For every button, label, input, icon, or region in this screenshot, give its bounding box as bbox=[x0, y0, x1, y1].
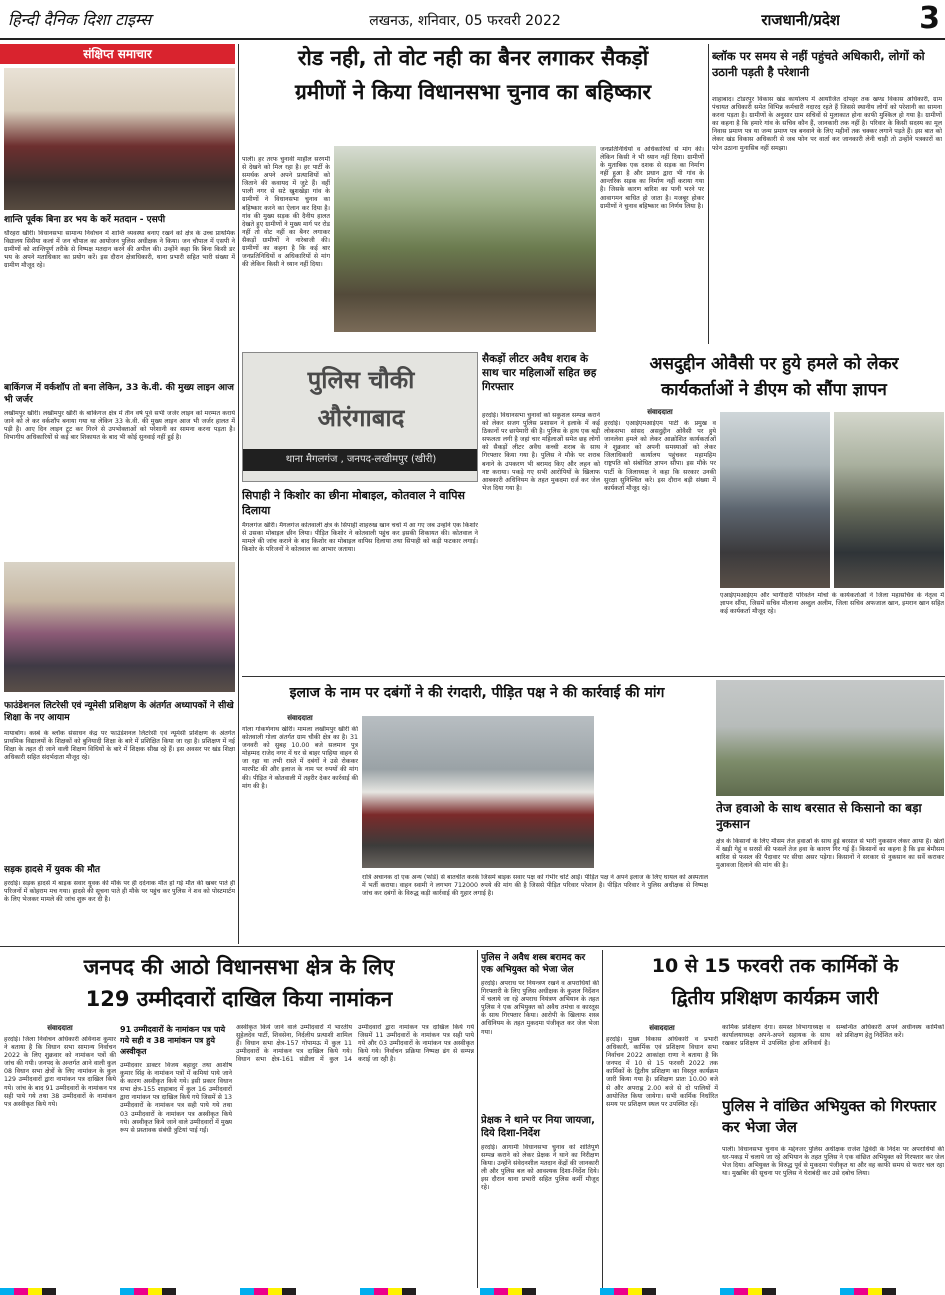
liquor-story-headline: सैकड़ों लीटर अवैध शराब के साथ चार महिलाओं सहित छह गिरफ्तार bbox=[482, 353, 597, 393]
arms-story-body: हरदोई। अपराध पर नियन्त्रण रखने व अपराधियों की गिरफ्तारी के लिए पुलिस अधीक्षक के कुशल निर्देशन में चलाये जा रहे अपराध नियंत्रण अभियान के तहत पुलिस ने एक अभियुक्त को अवैध तमंचा व कारतूस के साथ गिरफ्तार किया। आरोपी के खिलाफ शस्त्र अधिनियम के तहत मुकदमा पंजीकृत कर जेल भेजा गया। bbox=[481, 980, 599, 1036]
arms-headline: पुलिस ने अवैध शस्त्र बरामद कर एक अभियुक्त को भेजा जेल bbox=[481, 953, 586, 975]
phone-story-headline: सिपाही ने किशोर का छीना मोबाइल, कोतवाल ने वापिस दिलाया bbox=[242, 489, 465, 517]
training-dateline: संवाददाता bbox=[649, 1024, 675, 1032]
brief-story3-body: मायाबोंग। कस्बे के ब्लॉक संसाधन केंद्र पर फाउंडेशनल लिटरेसी एवं न्यूमेसी प्रशिक्षण के अंतर्गत प्राथमिक विद्यालयों के शिक्षकों को बुनियादी शिक्षा के बारे में प्रशिक्षित किया जा रहा है। प्रशिक्षण में नई शिक्षा के तहत दी जाने वाली शिक्षण विधियों के बारे में शिक्षक सीख रहे हैं। इस अवसर पर खंड शिक्षा अधिकारी सहित संदर्भदाता मौजूद रहे। bbox=[4, 730, 235, 762]
column-rule bbox=[602, 950, 603, 1290]
police-post-sign-photo bbox=[242, 352, 478, 482]
section-rule bbox=[0, 946, 945, 947]
weather-story-body: क्षेत्र के किसानों के लिए मौसम तेज हवाओं के साथ हुई बरसात से भारी नुकसान लेकर आया है। खेतों में खड़ी गेहूं व सरसों की फसलें तेज हवा के कारण गिर गई हैं। किसानों का कहना है कि इस बेमौसम बारिश से फसल की पैदावार पर सीधा असर पड़ेगा। किसानों ने सरकार से नुकसान का सर्वे कराकर मुआवजा दिलाने की मांग की है। bbox=[716, 838, 944, 870]
liquor-story-body: हरदोई। विधानसभा चुनावों को सकुशल सम्पन्न कराने को लेकर सजग पुलिस प्रशासन ने इलाके में कई ठिकानों पर छापेमारी की है। पुलिस के हाथ एक बड़ी सफलता लगी है जहां चार महिलाओं समेत छह लोगों को सैकड़ों लीटर अवैध कच्ची शराब के साथ गिरफ्तार किया गया है। पुलिस ने मौके पर शराब बनाने के उपकरण भी बरामद किए और लहन को नष्ट कराया। पकड़े गए सभी आरोपियों के खिलाफ आबकारी अधिनियम के तहत मुकदमा दर्ज कर जेल भेज दिया गया है। bbox=[482, 412, 600, 492]
accused-headline: पुलिस ने वांछित अभियुक्त को गिरफ्तार कर भेजा जेल bbox=[722, 1097, 937, 1136]
owaisi-story-body: हरदोई। एआईएमआईएम पार्टी के प्रमुख व लोकसभा सांसद असदुद्दीन ओवैसी पर हुये जानलेवा हमले को लेकर आक्रोशित कार्यकर्ताओं ने शुक्रवार को अपनी समस्याओं को लेकर जिलाधिकारी कार्यालय पहुंचकर महामहिम राष्ट्रपति को संबोधित ज्ञापन सौंपा। इस मौके पर पार्टी के जिलाध्यक्ष ने कहा कि सरकार उनकी सुरक्षा सुनिश्चित करे। इस दौरान बड़ी संख्या में कार्यकर्ता मौजूद रहे। bbox=[604, 420, 716, 492]
brief-news-label-text: संक्षिप्त समाचार bbox=[83, 47, 152, 61]
brief-story1-headline: शान्ति पूर्वक बिना डर भय के करें मतदान - एसपी bbox=[4, 215, 166, 225]
side-story-body: शाहाबाद। टोडरपुर विकास खंड कार्यालय में आयोजित दोपहर तक खण्ड विकास अधिकारी, ग्राम पंचायत अधिकारी समेत विभिन्न कर्मचारी नदारद रहते हैं जिससे स्थानीय लोगों को परेशानी का सामना करना पड़ता है। ग्रामीणों के अनुसार ग्राम सचिवों से मुलाकात होना काफी मुश्किल हो गया है। ग्रामीणों का कहना है कि हमारे गांव के सचिव कौन हैं, जानकारी तक नहीं है। परिवार के किसी सदस्य का मूल निवास प्रमाण पत्र या जन्म प्रमाण पत्र बनवाने के लिए महीनों तक चक्कर लगाने पड़ते हैं। इस बात को लेकर खंड विकास अधिकारी से जब फोन पर वार्ता कर जानकारी लेनी चाही तो उन्होंने पत्रकारों का फोन उठाना मुनासिब नहीं समझा। bbox=[712, 96, 942, 152]
section-title: राजधानी/प्रदेश bbox=[761, 11, 840, 29]
police-sign-line1: पुलिस चौकी bbox=[307, 366, 415, 394]
brief-story2-body: लखीमपुर खीरी। लखीमपुर खीरी के बाकिंगज क्षेत्र में तीन वर्ष पूर्व सभी जर्जर लाइन को मरम्मत कराये जाने को ले कर वर्कशॉप बनाया गया था लेकिन 33 के.वी. की मुख्य लाइन आज भी जर्जर हालत में पड़ी है। आए दिन लाइन टूट कर गिरने से उपभोक्ताओं को परेशानी का सामना करना पड़ता है। विभागीय अधिकारियों से कई बार शिकायत के बाद भी कोई सुनवाई नहीं हुई है। bbox=[4, 410, 235, 442]
protest-photo bbox=[334, 146, 596, 332]
candidates-story-body: हरदोई। जिला निर्वाचन अधिकारी अविनाश कुमार ने बताया है कि विधान सभा सामान्य निर्वाचन 2022 के लिए शुक्रवार को नामांकन पत्रों की जांच की गयी। जनपद के अन्तर्गत आने वाली कुल 08 विधान सभा क्षेत्रों के लिए नामांकन के कुल 129 उम्मीदवारों द्वारा नामांकन पत्र दाखिल किये गये। जांच के बाद 91 उम्मीदवारों के नामांकन पत्र सही पाये गये तथा 38 उम्मीदवारों के नामांकन पत्र अस्वीकृत किये गये। bbox=[4, 1036, 116, 1108]
training-headline-line1: 10 से 15 फरवरी तक कार्मिकों के bbox=[651, 955, 899, 977]
owaisi-dateline: संवाददाता bbox=[647, 408, 673, 416]
side-story-headline: ब्लॉक पर समय से नहीं पहुंचते अधिकारी, लोगों को उठानी पड़ती है परेशानी bbox=[712, 49, 925, 79]
training-photo bbox=[4, 562, 235, 692]
column-rule bbox=[238, 44, 239, 944]
accused-story-body: पाली। विधानसभा चुनाव के मद्देनजर पुलिस अधीक्षक राजेश द्विवेदी के निर्देश पर अपराधियों की धर-पकड़ में चलाये जा रहे अभियान के तहत पुलिस ने एक वांछित अभियुक्त को गिरफ्तार कर जेल भेज दिया। अभियुक्त के विरुद्ध पूर्व से मुकदमा पंजीकृत था और वह काफी समय से फरार चल रहा था। मुखबिर की सूचना पर पुलिस ने घेराबंदी कर उसे दबोच लिया। bbox=[722, 1146, 944, 1178]
training-story-body2: कार्मिक प्रशिक्षण देगा। समस्त विभागाध्यक्ष व कार्यालयाध्यक्ष अपने-अपने सहायक के साथ रखकर प्रशिक्षण में उपस्थित होना अनिवार्य है। सम्बन्धित अधिकारी अपने अधीनस्थ कार्मिकों को प्रशिक्षण हेतु निर्देशित करें। bbox=[722, 1024, 944, 1048]
extortion-story-body2: रात्रि अचानक दो एक अन्य (फोर्ड) से बातचीत करके जिसमें बाइक सवार पक्ष को गंभीर चोटें आईं। पीड़ित पक्ष ने अपने इलाज के लिए घायल को अस्पताल में भर्ती कराया। वाहन स्वामी ने लगभग 712000 रुपये की मांग की है जिससे पीड़ित परिवार परेशान है। पीड़ित परिवार ने पुलिस अधीक्षक से निष्पक्ष जांच कर दबंगों के विरुद्ध कड़ी कार्रवाई की गुहार लगाई है। bbox=[362, 874, 708, 898]
weather-headline: तेज हवाओ के साथ बरसात से किसानो का बड़ा नुकसान bbox=[716, 801, 922, 831]
candidates-dateline: संवाददाता bbox=[47, 1024, 73, 1032]
phone-story-body: मैगलगंज खीरी। मैगलगंज कोतवाली क्षेत्र के सिपाही शाहरुख खान चर्चा में आ गए जब उन्होंने एक किशोर से उसका मोबाइल छीन लिया। पीड़ित किशोर ने कोतवाली पहुंच कर इसकी शिकायत की। कोतवाल ने मामले की जांच कराने के बाद किशोर का मोबाइल वापिस दिलाया तथा सिपाही को कड़ी फटकार लगाई। किशोर के परिजनों ने कोतवाल का आभार जताया। bbox=[242, 522, 478, 554]
lead-headline-line2: ग्रमीणों ने किया विधानसभा चुनाव का बहिष्कार bbox=[294, 80, 652, 104]
paper-name: हिन्दी दैनिक दिशा टाइम्स bbox=[8, 10, 152, 29]
column-rule bbox=[708, 44, 709, 344]
extortion-dateline: संवाददाता bbox=[287, 714, 313, 722]
rain-photo bbox=[716, 680, 944, 796]
owaisi-photo-caption: एआईएमआईएम और भागीदारी परिवर्तन मोर्चा के कार्यकर्ताओं ने जिला महासचिव के नेतृत्व में ज्ञापन सौंपा, जिसमें सचिव मौलाना अब्दुल अलीम, जिला सचिव अफजाल खान, इमरान खान सहित कई कार्यकर्ता मौजूद रहे। bbox=[720, 592, 944, 616]
column-rule bbox=[477, 950, 478, 1290]
police-sign-line3: थाना मैगलगंज , जनपद-लखीमपुर (खीरी) bbox=[243, 449, 478, 471]
extortion-story-body: गोला गोकर्णनाथ खीरी। मामला लखीमपुर खीरी की कोतवाली गोला अंतर्गत ग्राम चौकी क्षेत्र का है। 31 जनवरी को सुबह 10.00 बजे सलमान पुत्र मोहम्मद राजेद नगर में घर से बाहर पाहिया वाहन से जा रहा था तभी रास्ते में दबंगों ने उसे रोककर मारपीट की और इलाज के नाम पर रुपयों की मांग की। पीड़ित ने कोतवाली में तहरीर देकर कार्रवाई की मांग की है। bbox=[242, 726, 358, 790]
candidates-story-body2: उम्मीदवार डाक्टर विजय बहादुर तथा आशीष कुमार सिंह के नामांकन पत्रों में कमियां पाये जाने के कारण अस्वीकृत किये गये। इसी प्रकार विधान सभा क्षेत्र-155 शाहाबाद में कुल 16 उम्मीदवारों द्वारा नामांकन पत्र दाखिल किये गये जिसमें से 13 उम्मीदवारों के नामांकन पत्र सही पाये गये तथा 03 उम्मीदवारों के नामांकन पत्र अस्वीकृत किये गये। अस्वीकृत किये जाने वाले उम्मीदवारों में मुख्य रूप से प्रस्तावक संबंधी त्रुटियां पाई गईं। bbox=[120, 1062, 232, 1134]
lead-story-body: पाली। हर तरफ चुनावी माहौल सरगर्मी से देखने को मिल रहा है। हर पार्टी के समर्थक अपने अपने प्रत्याशियों को जिताने की कवायद में जुटे हैं। वहीं पाली नगर से सटे खुशखेड़ा गांव के ग्रामीणों ने विधानसभा चुनाव का बहिष्कार करने का ऐलान कर दिया है। गांव की मुख्य सड़क की दैनीय हालत देखते हुए ग्रामीणों ने मुख्य मार्ग पर रोड नहीं तो वोट नहीं का बैनर लगाकर सैकड़ों ग्रामीणों ने नारेबाजी की। ग्रामीणों का कहना है कि कई बार जनप्रतिनिधियों व अधिकारियों से मांग की लेकिन किसी ने ध्यान नहीं दिया। bbox=[242, 156, 330, 269]
brief-story1-body: धौरहरा खीरी। विधानसभा सामान्य निर्वाचन में शान्ति व्यवस्था बनाए रखने को क्षेत्र के उच्च प्राथमिक विद्यालय सिसैया कलां में जन चौपाल का आयोजन पुलिस अधीक्षक ने किया। जन चौपाल में एसपी ने ग्रामीणों को शान्तिपूर्ण तरीके से निष्पक्ष मतदान करने की अपील की। उन्होंने कहा कि बिना किसी डर भय के अपने मताधिकार का प्रयोग करें। इस दौरान क्षेत्राधिकारी, थाना प्रभारी सहित भारी संख्या में ग्रामीण मौजूद रहे। bbox=[4, 230, 235, 270]
observer-headline: प्रेक्षक ने थाने पर निया जायजा, दिये दिशा-निर्देश bbox=[481, 1115, 595, 1139]
print-color-bar bbox=[0, 1288, 945, 1295]
candidates-story-body3: अस्वीकृत किये जाने वाले उम्मीदवारों में भारतीय सुहेलदेव पार्टी, शिवसेना, निर्दलीय प्रत्याशी शामिल हैं। विधान सभा क्षेत्र-157 गोपामऊ में कुल 11 उम्मीदवारों के नामांकन पत्र दाखिल किये गये। विधान सभा क्षेत्र-161 संडीला में कुल 14 उम्मीदवारों द्वारा नामांकन पत्र दाखिल किये गये जिसमें 11 उम्मीदवारों के नामांकन पत्र सही पाये गये और 03 उम्मीदवारों के नामांकन पत्र अस्वीकृत किये गये। निर्वाचन प्रक्रिया निष्पक्ष ढंग से सम्पन्न कराई जा रही है। bbox=[236, 1024, 474, 1064]
meeting-photo bbox=[4, 68, 235, 210]
candidates-headline-line2: 129 उम्मीदवारों दाखिल किया नामांकन bbox=[85, 987, 393, 1011]
brief-news-label bbox=[0, 44, 235, 64]
brief-story2-headline: बाकिंगज में वर्कशॉप तो बना लेकिन, 33 के.वी. की मुख्य लाइन आज भी जर्जर bbox=[4, 383, 234, 405]
memorandum-photo-2 bbox=[834, 412, 944, 588]
section-rule bbox=[242, 676, 945, 677]
memorandum-photo-1 bbox=[720, 412, 830, 588]
extortion-headline: इलाज के नाम पर दबंगों ने की रंगदारी, पीड़ित पक्ष ने की कार्रवाई की मांग bbox=[289, 685, 665, 701]
observer-story-body: हरदोई। आगामी विधानसभा चुनाव को शांतिपूर्ण सम्पन्न कराने को लेकर प्रेक्षक ने थाने का निरीक्षण किया। उन्होंने संवेदनशील मतदान केंद्रों की जानकारी ली और पुलिस बल को आवश्यक दिशा-निर्देश दिये। इस दौरान थाना प्रभारी सहित पुलिस कर्मी मौजूद रहे। bbox=[481, 1144, 599, 1192]
owaisi-headline-line1: असदुद्दीन ओवैसी पर हुये हमले को लेकर bbox=[649, 354, 899, 374]
lead-headline-line1: रोड नही, तो वोट नही का बैनर लगाकर सैकड़ों bbox=[297, 46, 649, 70]
brief-story4-headline: सड़क हादसे में युवक की मौत bbox=[4, 865, 101, 875]
training-story-body: हरदोई। मुख्य विकास अधिकारी व प्रभारी अधिकारी, कार्मिक एवं प्रशिक्षण विधान सभा निर्वाचन 2022 आकांक्षा राणा ने बताया है कि जनपद में 10 से 15 फरवरी 2022 तक कार्मिकों के द्वितीय प्रशिक्षण का विस्तृत कार्यक्रम जारी किया गया है। प्रशिक्षण प्रातः 10.00 बजे से और अपराह्न 2.00 बजे से दो पालियों में आयोजित किया जायेगा। सभी कार्मिक निर्धारित समय पर प्रशिक्षण स्थल पर उपस्थित रहें। bbox=[606, 1036, 718, 1108]
police-sign-line2: औरंगाबाद bbox=[317, 404, 405, 432]
lead-story-body2: जनप्रतिनिधियों व अधिकारियों से मांग की। लेकिन किसी ने भी ध्यान नहीं दिया। ग्रामीणों के मुताबिक एक दशक से सड़क का निर्माण नहीं हुआ है और प्रधान द्वारा भी गांव के आन्तरिक सड़क का निर्माण नहीं कराया गया है। जिसके कारण बारिश का पानी भरने पर आवागमन बाधित हो जाता है। मजबूर होकर ग्रामीणों ने चुनाव बहिष्कार का निर्णय लिया है। bbox=[600, 146, 704, 210]
owaisi-headline-line2: कार्यकर्ताओं ने डीएम को सौंपा ज्ञापन bbox=[661, 380, 887, 400]
dateline: लखनऊ, शनिवार, 05 फरवरी 2022 bbox=[369, 13, 561, 29]
candidates-subhead: 91 उम्मीदवारों के नामांकन पत्र पाये गये सही व 38 नामांकन पत्र हुये अस्वीकृत bbox=[120, 1025, 226, 1056]
brief-story3-headline: फाउंडेशनल लिटरेसी एवं न्यूमेसी प्रशिक्षण के अंतर्गत अध्यापकों ने सीखे शिक्षा के नए आयाम bbox=[4, 701, 234, 723]
brief-story4-body: हरदोई। सड़क हादसे में बाइक सवार युवक की मौके पर ही दर्दनाक मौत हो गई मौत की खबर पाते ही परिजनों में कोहराम मच गया। हादसे की सूचना पाते ही मौके पर पहुंच कर पुलिस ने शव को पोस्टमार्टम के लिए भेजकर मामले की जांच शुरू कर दी है। bbox=[4, 880, 235, 904]
masthead bbox=[0, 0, 945, 40]
page-number: 3 bbox=[919, 2, 940, 36]
training-headline-line2: द्वितीय प्रशिक्षण कार्यक्रम जारी bbox=[671, 987, 879, 1009]
candidates-headline-line1: जनपद की आठो विधानसभा क्षेत्र के लिए bbox=[83, 955, 395, 979]
accident-photo bbox=[362, 716, 594, 868]
